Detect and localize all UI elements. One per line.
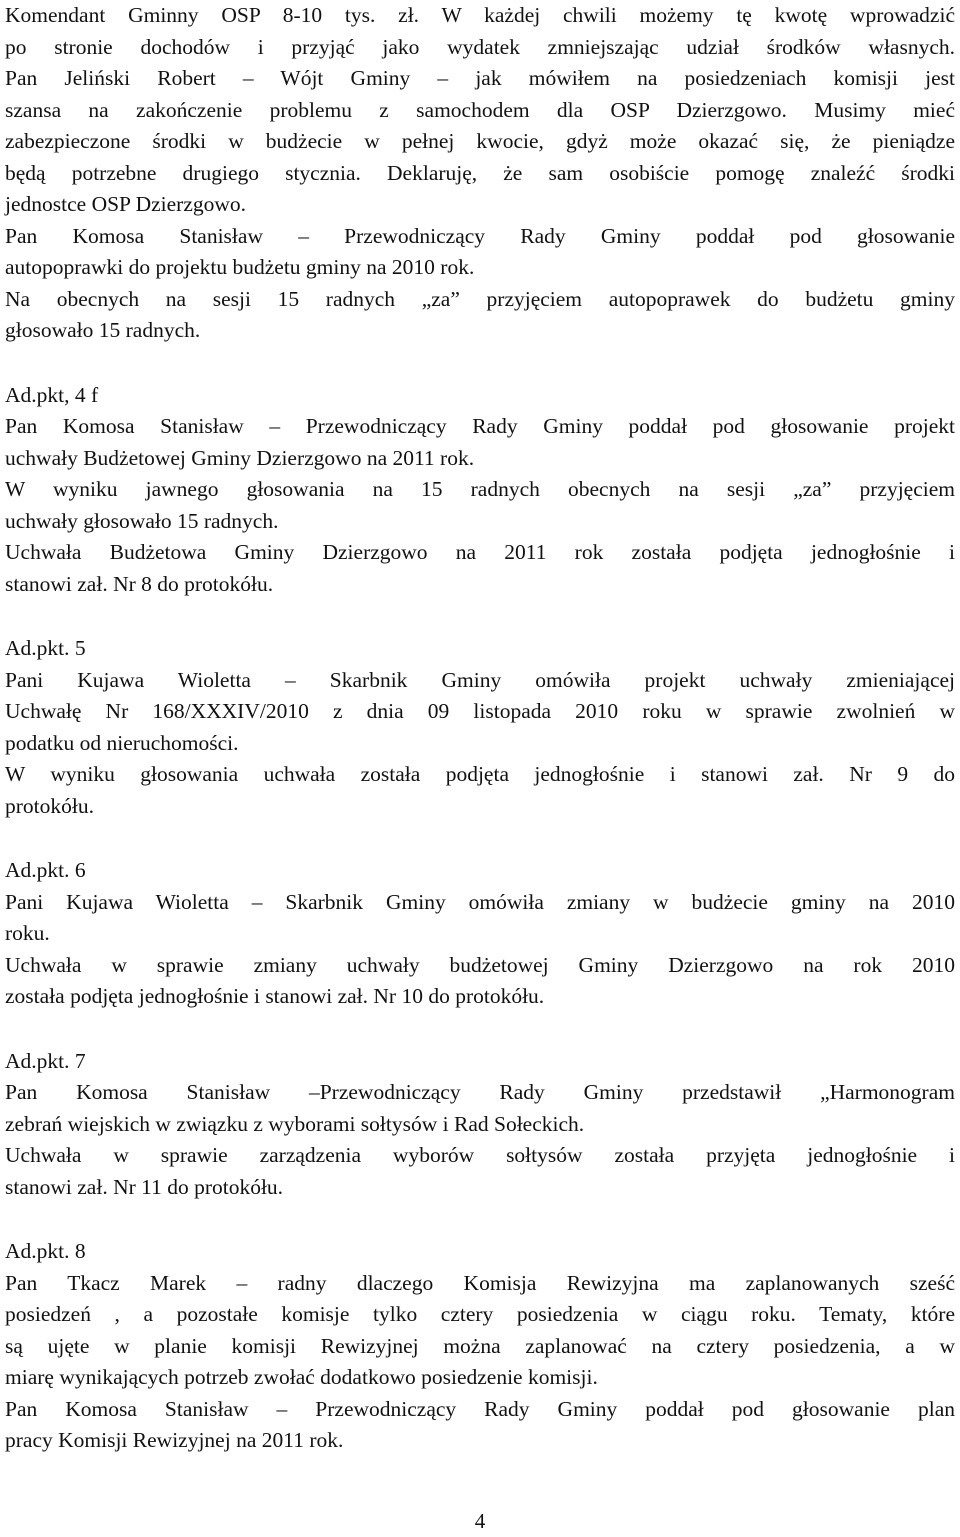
paragraph-osp-funding [5,0,955,347]
text-line: Pan Komosa Stanisław – Przewodniczący Rady Gminy poddał pod głosowanie projekt [5,414,955,438]
section-heading: Ad.pkt, 4 f [5,382,99,407]
text-line: roku. [5,921,50,945]
paragraph-gap [5,1203,955,1236]
text-line: uchwały głosowało 15 radnych. [5,508,279,533]
text-line: podatku od nieruchomości. [5,730,239,755]
text-line: Na obecnych na sesji 15 radnych „za” przyjęciem autopoprawek do budżetu gminy [5,286,955,311]
text-line: stanowi zał. Nr 8 do protokółu. [5,571,274,596]
text-line: szansa na zakończenie problemu z samochodem dla OSP Dzierzgowo. Musimy mieć [5,97,955,122]
text-line: autopoprawki do projektu budżetu gminy na 2010 rok. [5,255,475,279]
text-line: pracy Komisji Rewizyjnej na 2011 rok. [5,1428,344,1452]
text-line: Uchwała Budżetowa Gminy Dzierzgowo na 2011 rok została podjęta jednogłośnie i [5,540,955,564]
text-line: jednostce OSP Dzierzgowo. [5,192,247,216]
section-item-6 [5,855,955,1013]
text-line: Pani Kujawa Wioletta – Skarbnik Gminy omówiła zmiany w budżecie gminy na 2010 [5,889,955,914]
text-line: są ujęte w planie komisji Rewizyjnej można zaplanować na cztery posiedzenia, a w [5,1333,955,1358]
page-number: 4 [474,1509,486,1533]
text-line: głosowało 15 radnych. [5,318,201,342]
text-line: Pani Kujawa Wioletta – Skarbnik Gminy omówiła projekt uchwały zmieniającej [5,667,955,692]
section-item-7 [5,1046,955,1204]
section-item-8 [5,1236,955,1457]
text-line: Uchwała w sprawie zmiany uchwały budżetowej Gminy Dzierzgowo na rok 2010 [5,952,955,977]
text-line: posiedzeń , a pozostałe komisje tylko cztery posiedzenia w ciągu roku. Tematy, które [5,1302,955,1326]
paragraph-gap [5,347,955,380]
section-heading: Ad.pkt. 7 [5,1048,86,1073]
text-line: po stronie dochodów i przyjąć jako wydatek zmniejszając udział środków własnych. [5,34,955,59]
paragraph-gap [5,600,955,633]
section-heading: Ad.pkt. 6 [5,858,86,882]
section-heading: Ad.pkt. 8 [5,1239,86,1263]
text-line: Uchwałę Nr 168/XXXIV/2010 z dnia 09 listopada 2010 roku w sprawie zwolnień w [5,699,955,723]
text-line: Pan Komosa Stanisław – Przewodniczący Rady Gminy poddał pod głosowanie plan [5,1396,955,1421]
document-page [5,0,955,1457]
text-line: została podjęta jednogłośnie i stanowi zał. Nr 10 do protokółu. [5,984,545,1008]
paragraph-gap [5,822,955,855]
text-line: miarę wynikających potrzeb zwołać dodatkowo posiedzenie komisji. [5,1365,598,1389]
paragraph-gap [5,1013,955,1046]
text-line: Komendant Gminny OSP 8-10 tys. zł. W każdej chwili możemy tę kwotę wprowadzić [5,3,955,27]
text-line: protokółu. [5,793,94,818]
text-line: zebrań wiejskich w związku z wyborami sołtysów i Rad Sołeckich. [5,1111,585,1136]
text-line: Pan Tkacz Marek – radny dlaczego Komisja Rewizyjna ma zaplanowanych sześć [5,1270,955,1295]
text-line: Uchwała w sprawie zarządzenia wyborów sołtysów została przyjęta jednogłośnie i [5,1143,955,1167]
text-line: stanowi zał. Nr 11 do protokółu. [5,1174,284,1199]
text-line: Pan Komosa Stanisław –Przewodniczący Rady Gminy przedstawił „Harmonogram [5,1080,955,1104]
text-line: będą potrzebne drugiego stycznia. Deklaruję, że sam osobiście pomogę znaleźć środki [5,160,955,185]
text-line: W wyniku jawnego głosowania na 15 radnych obecnych na sesji „za” przyjęciem [5,477,955,501]
section-item-5 [5,633,955,822]
section-heading: Ad.pkt. 5 [5,636,86,660]
text-line: Pan Jeliński Robert – Wójt Gminy – jak mówiłem na posiedzeniach komisji jest [5,66,955,90]
text-line: Pan Komosa Stanisław – Przewodniczący Rady Gminy poddał pod głosowanie [5,223,955,248]
text-line: W wyniku głosowania uchwała została podjęta jednogłośnie i stanowi zał. Nr 9 do [5,762,955,786]
text-line: uchwały Budżetowej Gminy Dzierzgowo na 2011 rok. [5,445,475,470]
section-item-4f [5,380,955,601]
text-line: zabezpieczone środki w budżecie w pełnej kwocie, gdyż może okazać się, że pieniądze [5,129,955,153]
